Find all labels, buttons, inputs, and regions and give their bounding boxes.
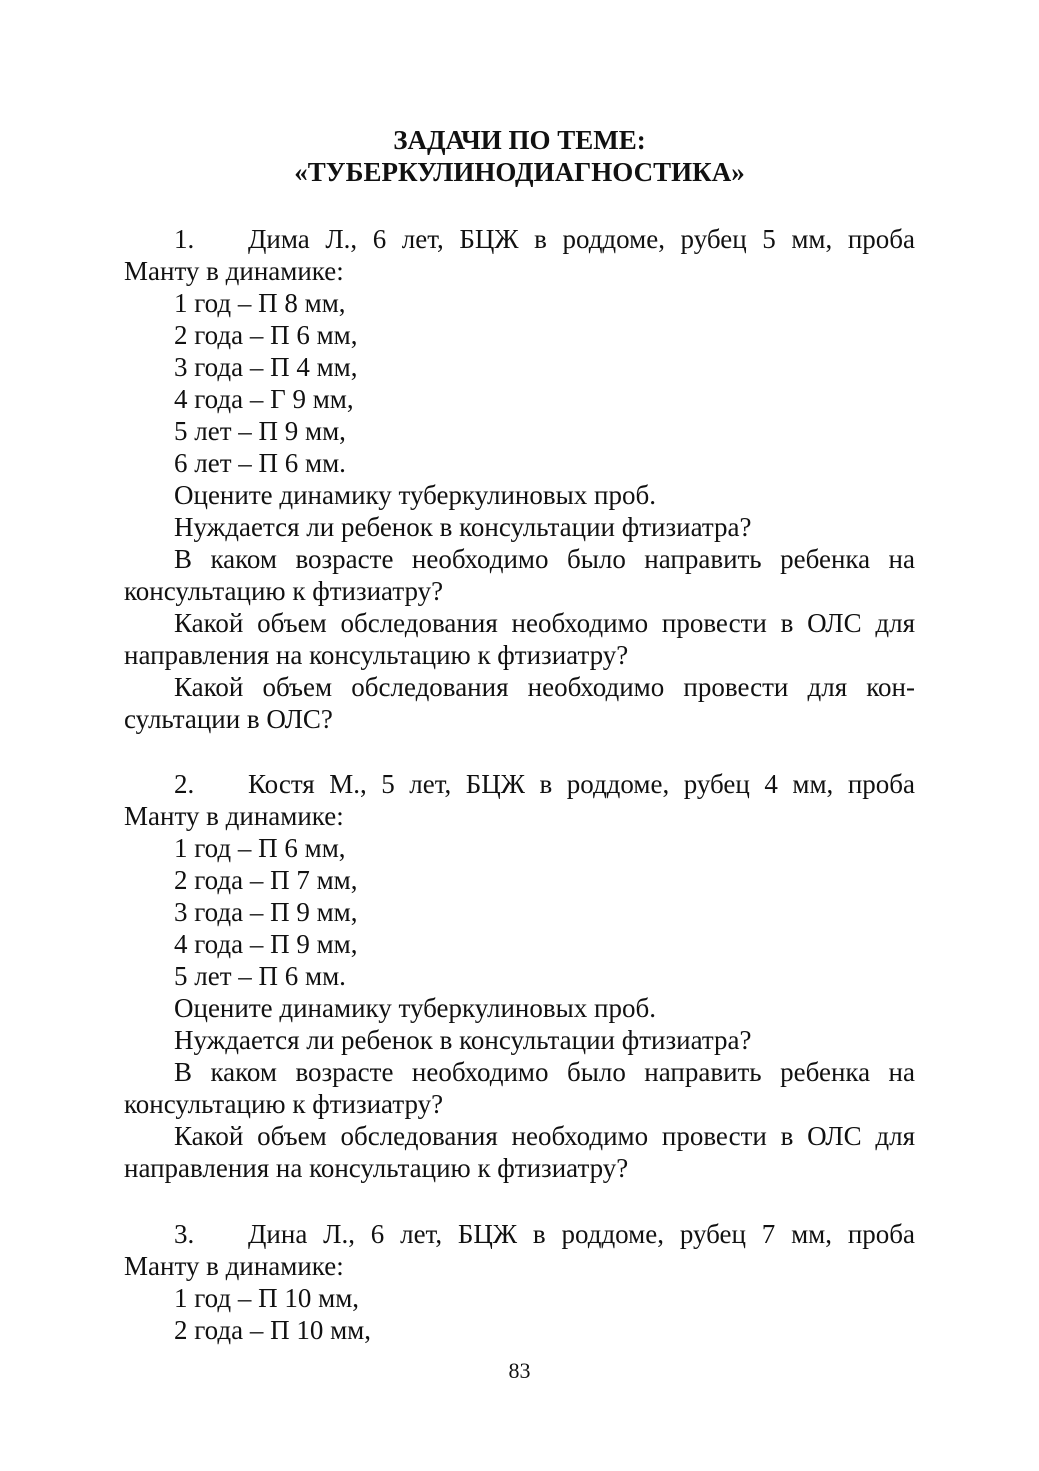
task-2-result: 3 года – П 9 мм, bbox=[174, 897, 358, 927]
task-3-intro bbox=[174, 1218, 915, 1250]
task-2-result: 5 лет – П 6 мм. bbox=[174, 961, 346, 991]
title-line-1: ЗАДАЧИ ПО ТЕМЕ: bbox=[393, 125, 646, 155]
task-2-question-4-cont: направления на консультацию к фтизиатру? bbox=[124, 1153, 629, 1183]
task-2-intro-cont: Манту в динамике: bbox=[124, 801, 344, 831]
task-1-result: 2 года – П 6 мм, bbox=[174, 320, 358, 350]
task-3-result: 2 года – П 10 мм, bbox=[174, 1315, 372, 1345]
task-1-result: 4 года – Г 9 мм, bbox=[174, 384, 354, 414]
page-number: 83 bbox=[508, 1358, 531, 1383]
task-1-intro-text: Дима Л., 6 лет, БЦЖ в роддоме, рубец 5 мм, проба bbox=[248, 224, 915, 254]
task-3-number: 3. bbox=[174, 1219, 195, 1249]
task-1-question-3: В каком возрасте необходимо было направить ребенка на bbox=[174, 544, 915, 574]
task-2-result: 2 года – П 7 мм, bbox=[174, 865, 358, 895]
task-2-question-3: В каком возрасте необходимо было направить ребенка на bbox=[174, 1057, 915, 1087]
task-3-result: 1 год – П 10 мм, bbox=[174, 1283, 360, 1313]
task-2-result: 1 год – П 6 мм, bbox=[174, 833, 346, 863]
task-1-intro bbox=[174, 223, 915, 255]
task-2-intro-text: Костя М., 5 лет, БЦЖ в роддоме, рубец 4 мм, проба bbox=[248, 769, 915, 799]
task-1-question-5: Какой объем обследования необходимо провести для кон- bbox=[174, 672, 915, 702]
task-1-result: 1 год – П 8 мм, bbox=[174, 288, 346, 318]
task-2-question-2: Нуждается ли ребенок в консультации фтизиатра? bbox=[174, 1025, 752, 1055]
task-2-question-1: Оцените динамику туберкулиновых проб. bbox=[174, 993, 656, 1023]
task-2-number: 2. bbox=[174, 769, 195, 799]
task-1-number: 1. bbox=[174, 224, 195, 254]
task-1-result: 3 года – П 4 мм, bbox=[174, 352, 358, 382]
task-1-question-5-cont: сультации в ОЛС? bbox=[124, 704, 333, 734]
task-1-question-2: Нуждается ли ребенок в консультации фтизиатра? bbox=[174, 512, 752, 542]
task-1-result: 5 лет – П 9 мм, bbox=[174, 416, 346, 446]
task-1-question-4: Какой объем обследования необходимо провести в ОЛС для bbox=[174, 608, 915, 638]
task-1-result: 6 лет – П 6 мм. bbox=[174, 448, 346, 478]
task-1-question-3-cont: консультацию к фтизиатру? bbox=[124, 576, 444, 606]
task-1-intro-cont: Манту в динамике: bbox=[124, 256, 344, 286]
task-2-question-3-cont: консультацию к фтизиатру? bbox=[124, 1089, 444, 1119]
task-1-question-1: Оцените динамику туберкулиновых проб. bbox=[174, 480, 656, 510]
task-1-question-4-cont: направления на консультацию к фтизиатру? bbox=[124, 640, 629, 670]
task-2-question-4: Какой объем обследования необходимо провести в ОЛС для bbox=[174, 1121, 915, 1151]
task-3-intro-cont: Манту в динамике: bbox=[124, 1251, 344, 1281]
title-line-2: «ТУБЕРКУЛИНОДИАГНОСТИКА» bbox=[294, 157, 745, 187]
task-2-result: 4 года – П 9 мм, bbox=[174, 929, 358, 959]
task-2-intro bbox=[174, 768, 915, 800]
task-3-intro-text: Дина Л., 6 лет, БЦЖ в роддоме, рубец 7 мм, проба bbox=[248, 1219, 915, 1249]
